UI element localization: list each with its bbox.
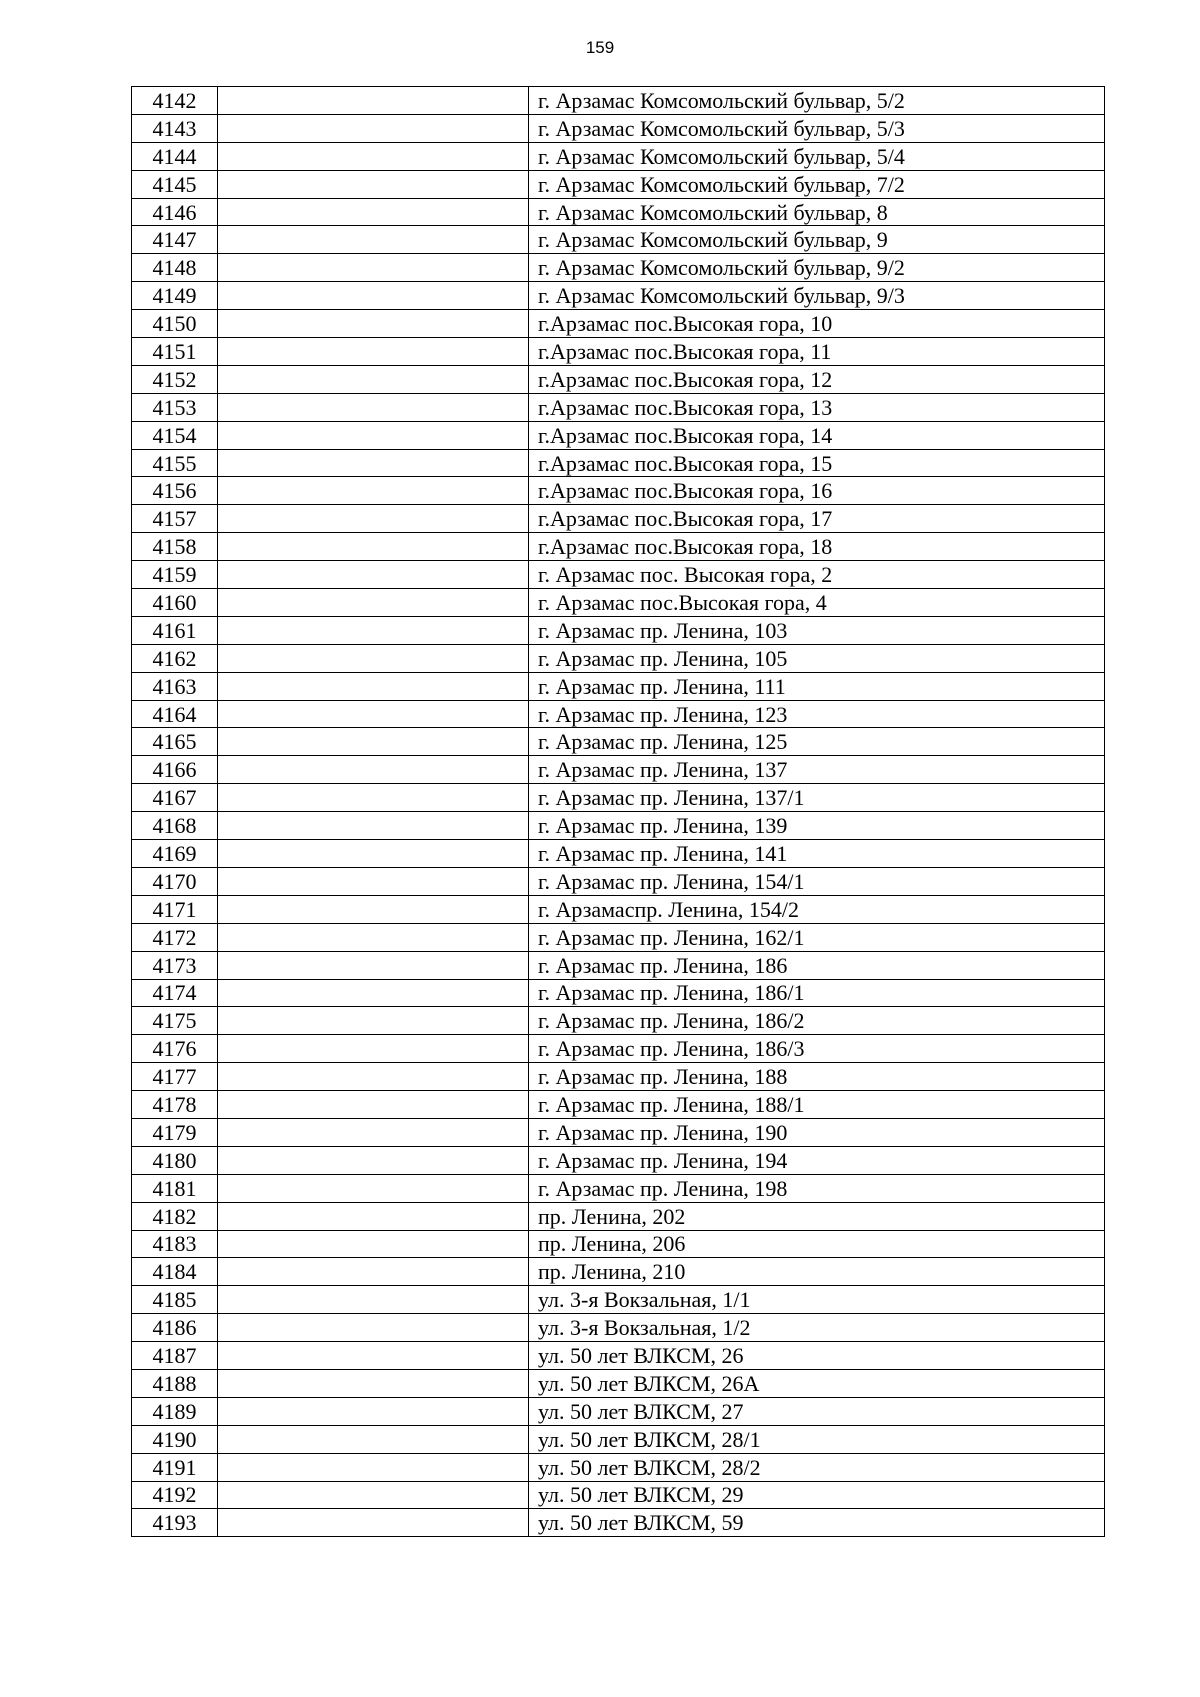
table-row [132,1369,1105,1397]
row-number-cell: 4190 [132,1425,218,1453]
row-number-cell: 4170 [132,867,218,895]
address-cell: г. Арзамас пр. Ленина, 188 [529,1063,1105,1091]
address-cell: ул. 50 лет ВЛКСМ, 26А [529,1369,1105,1397]
row-number-cell: 4191 [132,1453,218,1481]
empty-cell [218,198,529,226]
row-number-cell: 4158 [132,533,218,561]
address-cell: г.Арзамас пос.Высокая гора, 12 [529,365,1105,393]
empty-cell [218,867,529,895]
address-cell: пр. Ленина, 210 [529,1258,1105,1286]
row-number-cell: 4192 [132,1481,218,1509]
row-number-cell: 4161 [132,616,218,644]
empty-cell [218,1007,529,1035]
empty-cell [218,979,529,1007]
table-row [132,979,1105,1007]
row-number-cell: 4151 [132,338,218,366]
address-cell: г. Арзамас пр. Ленина, 123 [529,700,1105,728]
table-row [132,449,1105,477]
address-cell: г.Арзамас пос.Высокая гора, 16 [529,477,1105,505]
empty-cell [218,338,529,366]
empty-cell [218,812,529,840]
address-cell: г.Арзамас пос.Высокая гора, 15 [529,449,1105,477]
empty-cell [218,1369,529,1397]
row-number-cell: 4171 [132,895,218,923]
empty-cell [218,951,529,979]
empty-cell [218,1174,529,1202]
address-cell: г. Арзамас пр. Ленина, 137/1 [529,784,1105,812]
row-number-cell: 4168 [132,812,218,840]
row-number-cell: 4189 [132,1397,218,1425]
empty-cell [218,672,529,700]
empty-cell [218,1230,529,1258]
empty-cell [218,700,529,728]
address-cell: г.Арзамас пос.Высокая гора, 18 [529,533,1105,561]
table-row [132,867,1105,895]
table-row [132,672,1105,700]
address-cell: ул. 50 лет ВЛКСМ, 27 [529,1397,1105,1425]
empty-cell [218,142,529,170]
row-number-cell: 4184 [132,1258,218,1286]
table-row [132,644,1105,672]
empty-cell [218,589,529,617]
table-row [132,784,1105,812]
empty-cell [218,644,529,672]
address-cell: пр. Ленина, 206 [529,1230,1105,1258]
address-cell: г. Арзамас Комсомольский бульвар, 9 [529,226,1105,254]
table-row [132,170,1105,198]
address-cell: г. Арзамас Комсомольский бульвар, 5/4 [529,142,1105,170]
address-cell: ул. 50 лет ВЛКСМ, 28/1 [529,1425,1105,1453]
table-row [132,616,1105,644]
empty-cell [218,1035,529,1063]
table-row [132,1425,1105,1453]
table-row [132,1509,1105,1537]
row-number-cell: 4150 [132,310,218,338]
empty-cell [218,282,529,310]
empty-cell [218,1425,529,1453]
table-row [132,198,1105,226]
table-row [132,1453,1105,1481]
table-row [132,533,1105,561]
table-row [132,1007,1105,1035]
address-cell: ул. 50 лет ВЛКСМ, 29 [529,1481,1105,1509]
empty-cell [218,1146,529,1174]
row-number-cell: 4178 [132,1091,218,1119]
address-cell: г. Арзамас пос.Высокая гора, 4 [529,589,1105,617]
empty-cell [218,923,529,951]
empty-cell [218,533,529,561]
row-number-cell: 4193 [132,1509,218,1537]
row-number-cell: 4172 [132,923,218,951]
table-row [132,1118,1105,1146]
address-cell: г. Арзамас пр. Ленина, 186 [529,951,1105,979]
row-number-cell: 4185 [132,1286,218,1314]
empty-cell [218,728,529,756]
row-number-cell: 4157 [132,505,218,533]
address-table [131,86,1105,1537]
row-number-cell: 4188 [132,1369,218,1397]
table-row [132,923,1105,951]
address-cell: г. Арзамаспр. Ленина, 154/2 [529,895,1105,923]
empty-cell [218,449,529,477]
address-cell: пр. Ленина, 202 [529,1202,1105,1230]
row-number-cell: 4142 [132,87,218,115]
row-number-cell: 4163 [132,672,218,700]
row-number-cell: 4169 [132,840,218,868]
table-row [132,700,1105,728]
row-number-cell: 4180 [132,1146,218,1174]
address-cell: г. Арзамас пр. Ленина, 186/2 [529,1007,1105,1035]
row-number-cell: 4156 [132,477,218,505]
table-row [132,1230,1105,1258]
empty-cell [218,393,529,421]
empty-cell [218,226,529,254]
table-row [132,840,1105,868]
address-cell: г.Арзамас пос.Высокая гора, 13 [529,393,1105,421]
row-number-cell: 4153 [132,393,218,421]
empty-cell [218,1314,529,1342]
row-number-cell: 4146 [132,198,218,226]
address-cell: ул. 50 лет ВЛКСМ, 28/2 [529,1453,1105,1481]
empty-cell [218,1342,529,1370]
table-row [132,812,1105,840]
empty-cell [218,365,529,393]
address-cell: г. Арзамас пр. Ленина, 162/1 [529,923,1105,951]
row-number-cell: 4181 [132,1174,218,1202]
address-cell: г. Арзамас пр. Ленина, 198 [529,1174,1105,1202]
empty-cell [218,1118,529,1146]
row-number-cell: 4149 [132,282,218,310]
table-row [132,728,1105,756]
address-cell: г. Арзамас Комсомольский бульвар, 7/2 [529,170,1105,198]
empty-cell [218,1091,529,1119]
row-number-cell: 4187 [132,1342,218,1370]
empty-cell [218,254,529,282]
address-cell: г. Арзамас пр. Ленина, 139 [529,812,1105,840]
address-cell: г.Арзамас пос.Высокая гора, 17 [529,505,1105,533]
empty-cell [218,505,529,533]
row-number-cell: 4177 [132,1063,218,1091]
table-row [132,393,1105,421]
table-row [132,505,1105,533]
page-number: 159 [585,38,615,57]
address-cell: г. Арзамас пр. Ленина, 186/3 [529,1035,1105,1063]
table-row [132,756,1105,784]
address-cell: г. Арзамас пр. Ленина, 103 [529,616,1105,644]
address-cell: г. Арзамас пос. Высокая гора, 2 [529,561,1105,589]
table-row [132,1481,1105,1509]
address-cell: г. Арзамас пр. Ленина, 154/1 [529,867,1105,895]
row-number-cell: 4173 [132,951,218,979]
address-cell: г.Арзамас пос.Высокая гора, 10 [529,310,1105,338]
row-number-cell: 4166 [132,756,218,784]
table-row [132,365,1105,393]
address-cell: г. Арзамас пр. Ленина, 186/1 [529,979,1105,1007]
table-row [132,310,1105,338]
address-cell: г. Арзамас пр. Ленина, 105 [529,644,1105,672]
table-row [132,226,1105,254]
row-number-cell: 4143 [132,114,218,142]
table-row [132,114,1105,142]
empty-cell [218,561,529,589]
empty-cell [218,1481,529,1509]
table-row [132,1397,1105,1425]
table-row [132,87,1105,115]
address-cell: ул. 50 лет ВЛКСМ, 26 [529,1342,1105,1370]
address-cell: г. Арзамас пр. Ленина, 141 [529,840,1105,868]
address-cell: г. Арзамас пр. Ленина, 194 [529,1146,1105,1174]
table-row [132,1035,1105,1063]
row-number-cell: 4160 [132,589,218,617]
row-number-cell: 4155 [132,449,218,477]
table-row [132,1174,1105,1202]
empty-cell [218,1509,529,1537]
table-row [132,282,1105,310]
empty-cell [218,87,529,115]
table-row [132,895,1105,923]
empty-cell [218,421,529,449]
row-number-cell: 4154 [132,421,218,449]
row-number-cell: 4183 [132,1230,218,1258]
row-number-cell: 4147 [132,226,218,254]
empty-cell [218,477,529,505]
empty-cell [218,840,529,868]
empty-cell [218,784,529,812]
address-cell: г. Арзамас пр. Ленина, 111 [529,672,1105,700]
address-cell: ул. 50 лет ВЛКСМ, 59 [529,1509,1105,1537]
row-number-cell: 4145 [132,170,218,198]
address-cell: г. Арзамас пр. Ленина, 188/1 [529,1091,1105,1119]
table-row [132,1146,1105,1174]
row-number-cell: 4165 [132,728,218,756]
table-row [132,1314,1105,1342]
row-number-cell: 4152 [132,365,218,393]
empty-cell [218,1286,529,1314]
row-number-cell: 4167 [132,784,218,812]
address-cell: г. Арзамас Комсомольский бульвар, 8 [529,198,1105,226]
table-row [132,1091,1105,1119]
empty-cell [218,170,529,198]
empty-cell [218,895,529,923]
address-cell: г. Арзамас пр. Ленина, 190 [529,1118,1105,1146]
row-number-cell: 4182 [132,1202,218,1230]
row-number-cell: 4186 [132,1314,218,1342]
table-row [132,142,1105,170]
table-row [132,1258,1105,1286]
empty-cell [218,1202,529,1230]
empty-cell [218,1063,529,1091]
address-cell: г. Арзамас пр. Ленина, 137 [529,756,1105,784]
row-number-cell: 4179 [132,1118,218,1146]
table-row [132,421,1105,449]
address-cell: ул. 3-я Вокзальная, 1/1 [529,1286,1105,1314]
empty-cell [218,114,529,142]
row-number-cell: 4159 [132,561,218,589]
row-number-cell: 4148 [132,254,218,282]
empty-cell [218,1397,529,1425]
address-cell: ул. 3-я Вокзальная, 1/2 [529,1314,1105,1342]
table-row [132,1063,1105,1091]
address-cell: г.Арзамас пос.Высокая гора, 14 [529,421,1105,449]
address-table-body [132,87,1105,1537]
row-number-cell: 4175 [132,1007,218,1035]
table-row [132,338,1105,366]
table-row [132,477,1105,505]
empty-cell [218,1453,529,1481]
address-cell: г. Арзамас пр. Ленина, 125 [529,728,1105,756]
table-row [132,1342,1105,1370]
row-number-cell: 4164 [132,700,218,728]
table-row [132,254,1105,282]
row-number-cell: 4174 [132,979,218,1007]
table-row [132,589,1105,617]
address-cell: г. Арзамас Комсомольский бульвар, 9/3 [529,282,1105,310]
address-cell: г. Арзамас Комсомольский бульвар, 5/3 [529,114,1105,142]
table-row [132,1202,1105,1230]
empty-cell [218,1258,529,1286]
table-row [132,1286,1105,1314]
address-cell: г.Арзамас пос.Высокая гора, 11 [529,338,1105,366]
table-row [132,951,1105,979]
address-cell: г. Арзамас Комсомольский бульвар, 9/2 [529,254,1105,282]
empty-cell [218,616,529,644]
empty-cell [218,756,529,784]
row-number-cell: 4144 [132,142,218,170]
address-cell: г. Арзамас Комсомольский бульвар, 5/2 [529,87,1105,115]
row-number-cell: 4162 [132,644,218,672]
empty-cell [218,310,529,338]
row-number-cell: 4176 [132,1035,218,1063]
table-row [132,561,1105,589]
